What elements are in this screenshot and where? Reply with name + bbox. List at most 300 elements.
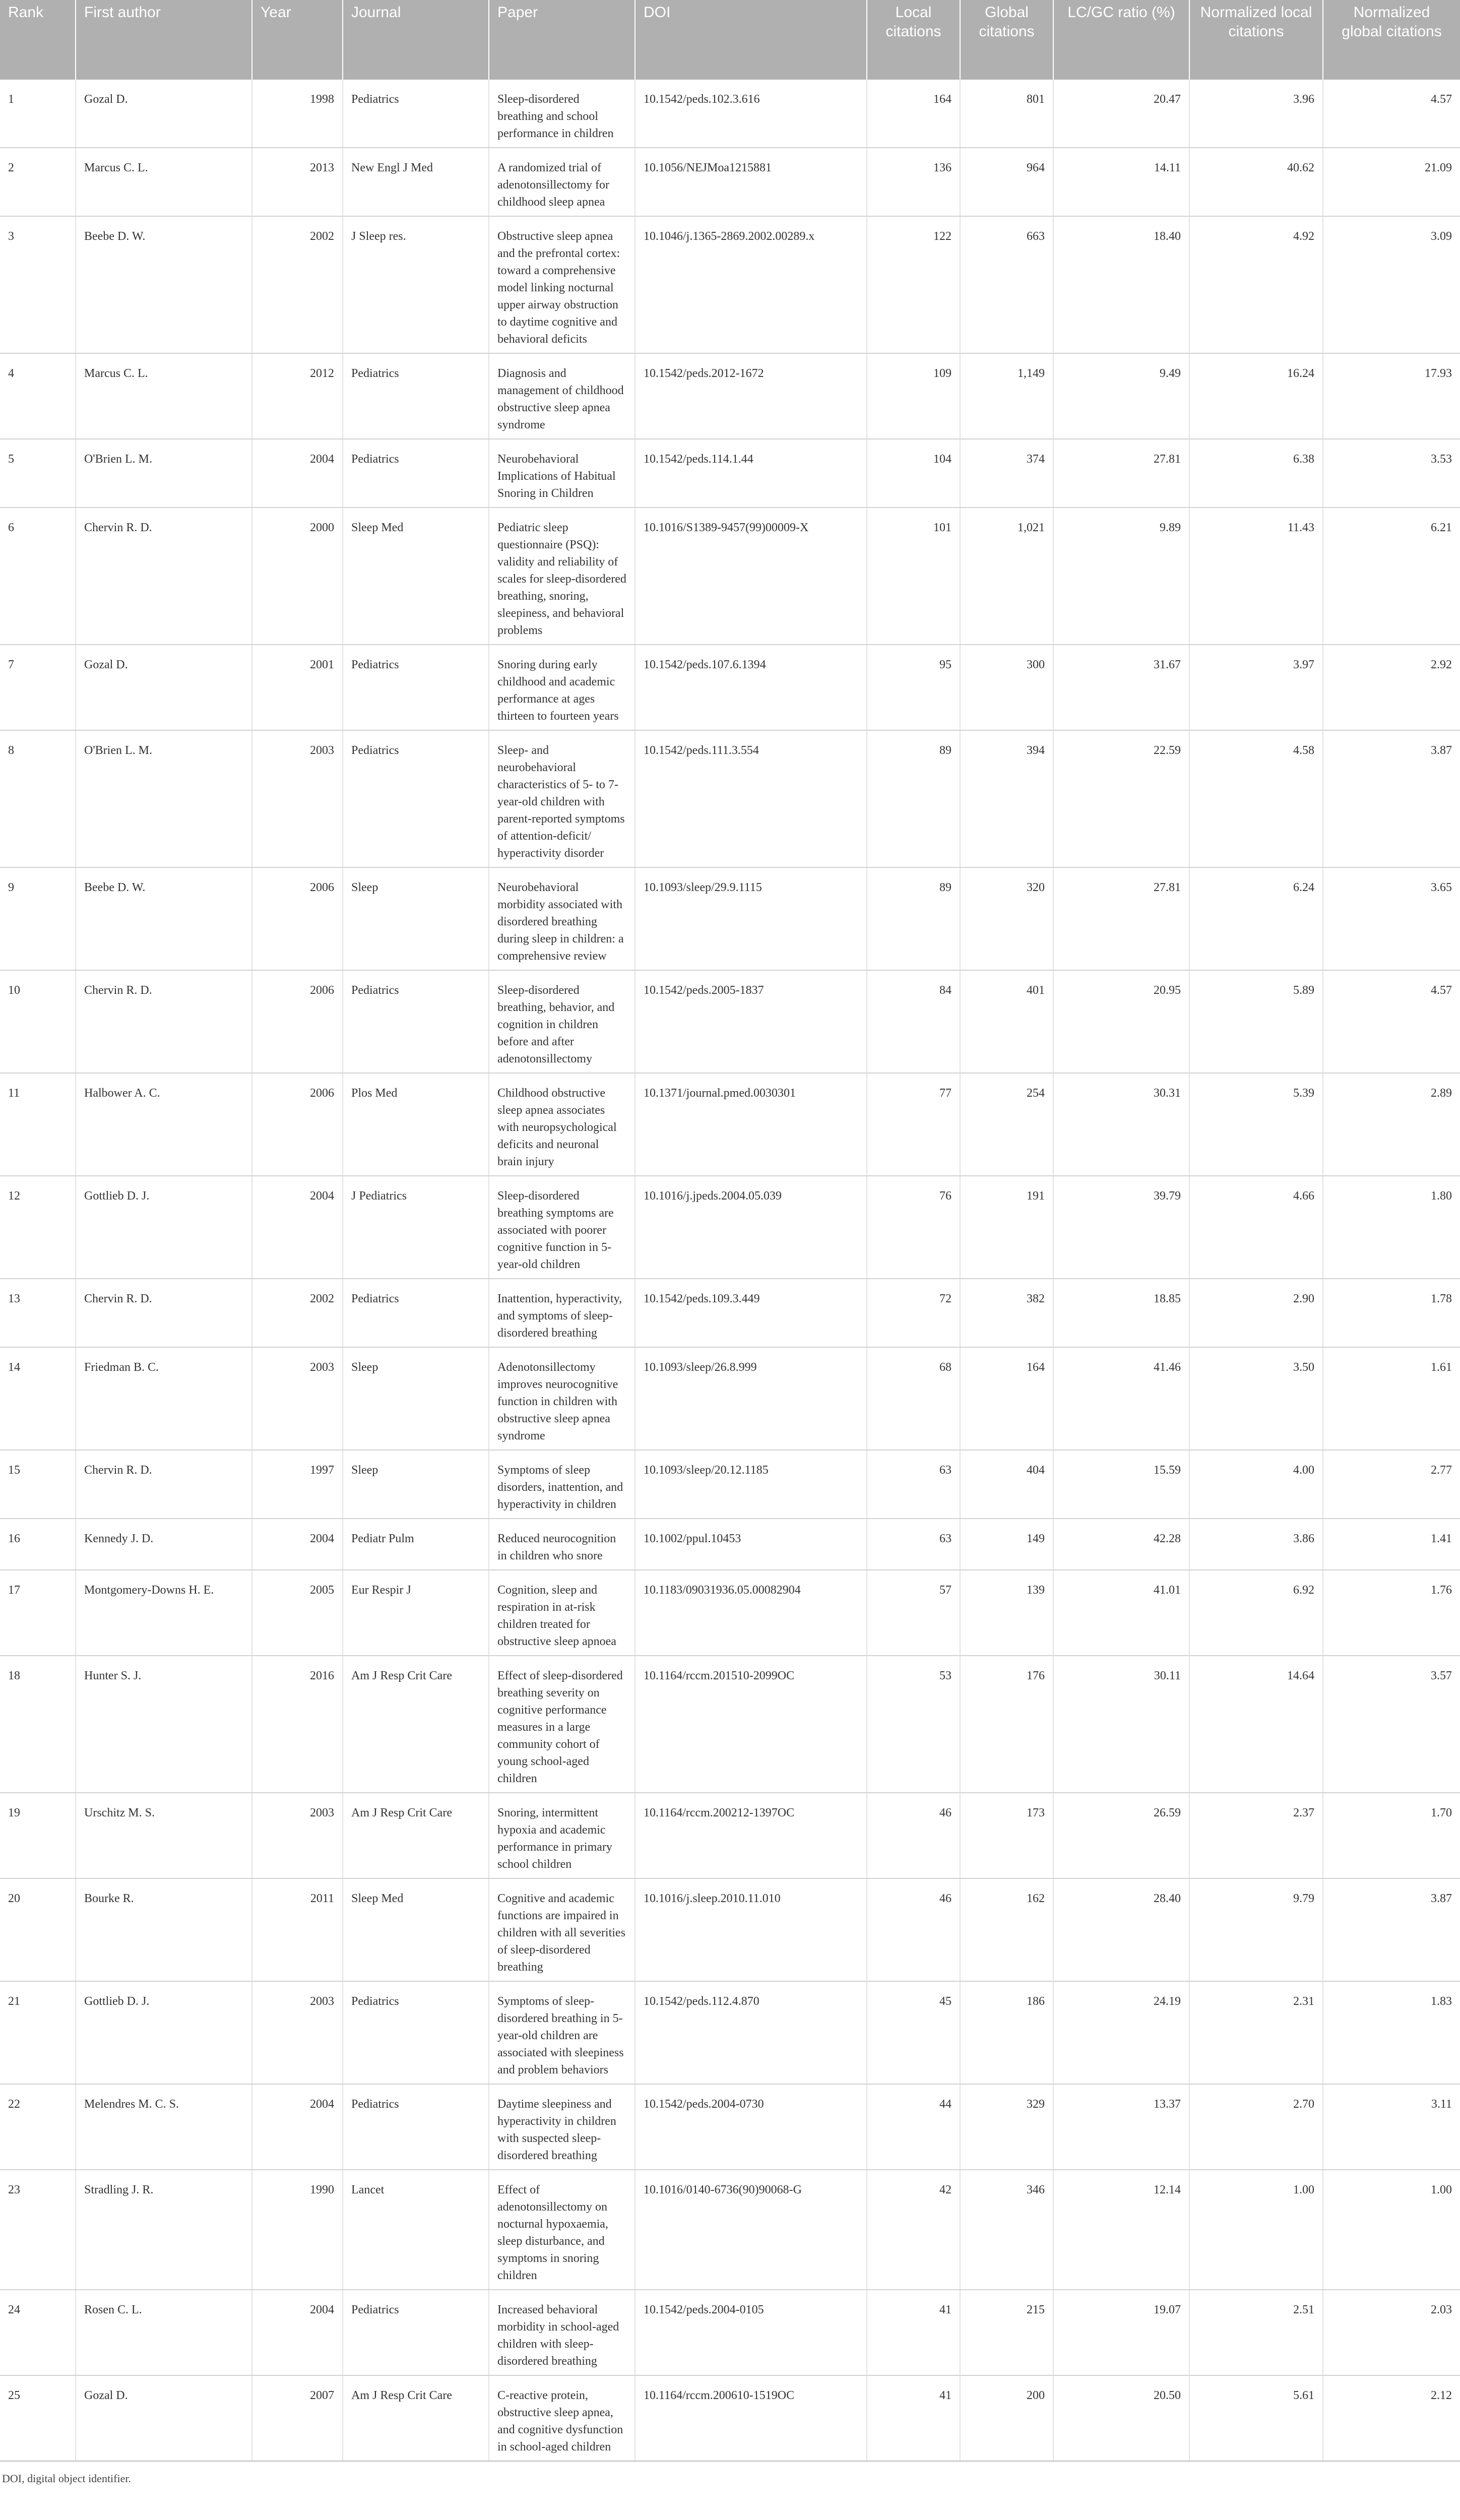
cell-local-citations: 44 [867,2084,960,2170]
header-doi: DOI [635,0,867,80]
cell-paper: Diagnosis and management of childhood obstructive sleep apnea syndrome [489,353,635,439]
cell-rank: 21 [0,1981,76,2084]
cell-journal: Pediatrics [343,439,489,508]
cell-doi: 10.1164/rccm.201510-2099OC [635,1656,867,1793]
table-row [0,1347,1460,1450]
cell-paper: Inattention, hyperactivity, and symptoms of sleep-disordered breathing [489,1279,635,1347]
cell-local-citations: 164 [867,80,960,148]
cell-global-citations: 149 [960,1519,1053,1570]
cell-lc-gc-ratio: 39.79 [1053,1176,1189,1279]
cell-paper: Sleep- and neurobehavioral characteristics of 5- to 7-year-old children with parent-reported symptoms of attention-deficit/ hyperactivity disorder [489,730,635,867]
cell-doi: 10.1542/peds.114.1.44 [635,439,867,508]
cell-lc-gc-ratio: 41.01 [1053,1570,1189,1656]
cell-journal: Am J Resp Crit Care [343,1793,489,1878]
cell-global-citations: 401 [960,970,1053,1073]
table-header [0,0,1460,80]
cell-local-citations: 76 [867,1176,960,1279]
cell-rank: 10 [0,970,76,1073]
cell-global-citations: 801 [960,80,1053,148]
cell-first-author: Marcus C. L. [76,148,252,216]
cell-rank: 22 [0,2084,76,2170]
cell-normalized-global-citations: 1.70 [1323,1793,1460,1878]
header-row [0,0,1460,80]
cell-local-citations: 41 [867,2375,960,2461]
cell-first-author: Hunter S. J. [76,1656,252,1793]
cell-first-author: Gozal D. [76,2375,252,2461]
cell-rank: 8 [0,730,76,867]
cell-global-citations: 1,021 [960,508,1053,645]
cell-first-author: Friedman B. C. [76,1347,252,1450]
cell-normalized-global-citations: 2.12 [1323,2375,1460,2461]
cell-paper: Neurobehavioral morbidity associated with disordered breathing during sleep in children: a comprehensive review [489,867,635,970]
cell-local-citations: 42 [867,2170,960,2290]
table-footnote: DOI, digital object identifier. [2,2472,131,2485]
cell-global-citations: 663 [960,216,1053,353]
cell-journal: Pediatrics [343,2084,489,2170]
cell-global-citations: 254 [960,1073,1053,1176]
cell-year: 2013 [252,148,343,216]
cell-lc-gc-ratio: 12.14 [1053,2170,1189,2290]
cell-normalized-global-citations: 21.09 [1323,148,1460,216]
cell-global-citations: 300 [960,645,1053,730]
cell-rank: 15 [0,1450,76,1519]
cell-normalized-global-citations: 1.80 [1323,1176,1460,1279]
cell-paper: Sleep-disordered breathing symptoms are associated with poorer cognitive function in 5-year-old children [489,1176,635,1279]
cell-local-citations: 72 [867,1279,960,1347]
cell-rank: 19 [0,1793,76,1878]
cell-doi: 10.1093/sleep/29.9.1115 [635,867,867,970]
table-row [0,148,1460,216]
cell-journal: J Sleep res. [343,216,489,353]
cell-normalized-local-citations: 11.43 [1189,508,1323,645]
header-paper: Paper [489,0,635,80]
cell-local-citations: 41 [867,2290,960,2375]
cell-normalized-local-citations: 14.64 [1189,1656,1323,1793]
cell-doi: 10.1542/peds.2004-0730 [635,2084,867,2170]
cell-paper: Symptoms of sleep-disordered breathing in 5-year-old children are associated with sleepiness and problem behaviors [489,1981,635,2084]
cell-local-citations: 53 [867,1656,960,1793]
cell-doi: 10.1093/sleep/20.12.1185 [635,1450,867,1519]
cell-doi: 10.1016/j.sleep.2010.11.010 [635,1878,867,1981]
cell-journal: Pediatrics [343,970,489,1073]
cell-global-citations: 382 [960,1279,1053,1347]
cell-normalized-local-citations: 3.96 [1189,80,1323,148]
cell-first-author: Halbower A. C. [76,1073,252,1176]
cell-rank: 6 [0,508,76,645]
cell-paper: C-reactive protein, obstructive sleep apnea, and cognitive dysfunction in school-aged children [489,2375,635,2461]
cell-normalized-global-citations: 3.57 [1323,1656,1460,1793]
cell-normalized-local-citations: 6.38 [1189,439,1323,508]
cell-doi: 10.1056/NEJMoa1215881 [635,148,867,216]
cell-first-author: Beebe D. W. [76,867,252,970]
cell-normalized-local-citations: 16.24 [1189,353,1323,439]
cell-journal: Pediatrics [343,1981,489,2084]
cell-normalized-global-citations: 2.77 [1323,1450,1460,1519]
cell-year: 2004 [252,439,343,508]
cell-journal: Am J Resp Crit Care [343,1656,489,1793]
table-row [0,1519,1460,1570]
header-journal: Journal [343,0,489,80]
cell-normalized-global-citations: 1.00 [1323,2170,1460,2290]
cell-first-author: O'Brien L. M. [76,439,252,508]
cell-normalized-global-citations: 1.76 [1323,1570,1460,1656]
cell-doi: 10.1542/peds.107.6.1394 [635,645,867,730]
cell-lc-gc-ratio: 24.19 [1053,1981,1189,2084]
cell-normalized-global-citations: 1.41 [1323,1519,1460,1570]
table-row [0,1793,1460,1878]
cell-normalized-local-citations: 4.92 [1189,216,1323,353]
header-normalized-local-citations: Normalized local citations [1189,0,1323,80]
header-global-citations: Global citations [960,0,1053,80]
cell-journal: Pediatrics [343,80,489,148]
cell-normalized-global-citations: 3.09 [1323,216,1460,353]
cell-rank: 5 [0,439,76,508]
table-row [0,1176,1460,1279]
cell-global-citations: 176 [960,1656,1053,1793]
cell-global-citations: 329 [960,2084,1053,2170]
cell-journal: Pediatr Pulm [343,1519,489,1570]
cell-rank: 11 [0,1073,76,1176]
cell-lc-gc-ratio: 14.11 [1053,148,1189,216]
cell-rank: 4 [0,353,76,439]
cell-year: 2006 [252,1073,343,1176]
table-row [0,1570,1460,1656]
cell-doi: 10.1016/j.jpeds.2004.05.039 [635,1176,867,1279]
cell-year: 1998 [252,80,343,148]
cell-paper: Effect of adenotonsillectomy on nocturnal hypoxaemia, sleep disturbance, and symptoms in snoring children [489,2170,635,2290]
cell-doi: 10.1542/peds.2005-1837 [635,970,867,1073]
cell-rank: 23 [0,2170,76,2290]
cell-year: 2005 [252,1570,343,1656]
cell-normalized-local-citations: 2.70 [1189,2084,1323,2170]
cell-first-author: Chervin R. D. [76,1450,252,1519]
table-row [0,2375,1460,2461]
cell-global-citations: 320 [960,867,1053,970]
cell-journal: Sleep [343,1347,489,1450]
cell-paper: Cognitive and academic functions are impaired in children with all severities of sleep-disordered breathing [489,1878,635,1981]
cell-lc-gc-ratio: 20.95 [1053,970,1189,1073]
cell-journal: Lancet [343,2170,489,2290]
cell-lc-gc-ratio: 42.28 [1053,1519,1189,1570]
cell-first-author: Gottlieb D. J. [76,1981,252,2084]
cell-normalized-local-citations: 4.58 [1189,730,1323,867]
cell-normalized-local-citations: 5.39 [1189,1073,1323,1176]
cell-first-author: O'Brien L. M. [76,730,252,867]
cell-first-author: Gozal D. [76,645,252,730]
cell-paper: Effect of sleep-disordered breathing severity on cognitive performance measures in a large community cohort of young school-aged children [489,1656,635,1793]
cell-doi: 10.1002/ppul.10453 [635,1519,867,1570]
cell-normalized-global-citations: 2.89 [1323,1073,1460,1176]
cell-global-citations: 186 [960,1981,1053,2084]
cell-paper: Reduced neurocognition in children who snore [489,1519,635,1570]
header-first-author: First author [76,0,252,80]
table-row [0,1981,1460,2084]
cell-lc-gc-ratio: 20.50 [1053,2375,1189,2461]
table-row [0,1073,1460,1176]
cell-year: 2011 [252,1878,343,1981]
cell-journal: Sleep Med [343,1878,489,1981]
cell-rank: 12 [0,1176,76,1279]
cell-rank: 16 [0,1519,76,1570]
cell-paper: Daytime sleepiness and hyperactivity in children with suspected sleep-disordered breathing [489,2084,635,2170]
cell-paper: A randomized trial of adenotonsillectomy for childhood sleep apnea [489,148,635,216]
table-row [0,353,1460,439]
cell-normalized-local-citations: 5.61 [1189,2375,1323,2461]
cell-paper: Neurobehavioral Implications of Habitual Snoring in Children [489,439,635,508]
cell-first-author: Chervin R. D. [76,1279,252,1347]
cell-normalized-local-citations: 2.37 [1189,1793,1323,1878]
cell-normalized-local-citations: 6.24 [1189,867,1323,970]
cell-year: 2016 [252,1656,343,1793]
cell-rank: 24 [0,2290,76,2375]
cell-local-citations: 57 [867,1570,960,1656]
cell-doi: 10.1542/peds.111.3.554 [635,730,867,867]
cell-normalized-local-citations: 40.62 [1189,148,1323,216]
cell-doi: 10.1016/0140-6736(90)90068-G [635,2170,867,2290]
cell-rank: 25 [0,2375,76,2461]
cell-doi: 10.1542/peds.109.3.449 [635,1279,867,1347]
cell-local-citations: 109 [867,353,960,439]
cell-first-author: Urschitz M. S. [76,1793,252,1878]
cell-journal: Pediatrics [343,353,489,439]
cell-global-citations: 164 [960,1347,1053,1450]
cell-local-citations: 122 [867,216,960,353]
cell-global-citations: 200 [960,2375,1053,2461]
cell-doi: 10.1183/09031936.05.00082904 [635,1570,867,1656]
cell-rank: 9 [0,867,76,970]
cell-journal: Pediatrics [343,1279,489,1347]
cell-lc-gc-ratio: 26.59 [1053,1793,1189,1878]
cell-year: 2003 [252,1347,343,1450]
cell-first-author: Beebe D. W. [76,216,252,353]
cell-normalized-global-citations: 1.83 [1323,1981,1460,2084]
cell-paper: Cognition, sleep and respiration in at-risk children treated for obstructive sleep apnoea [489,1570,635,1656]
cell-normalized-local-citations: 4.00 [1189,1450,1323,1519]
cell-global-citations: 173 [960,1793,1053,1878]
cell-year: 2004 [252,2290,343,2375]
table-row [0,2084,1460,2170]
cell-journal: J Pediatrics [343,1176,489,1279]
cell-normalized-global-citations: 3.87 [1323,730,1460,867]
cell-normalized-global-citations: 2.03 [1323,2290,1460,2375]
cell-journal: New Engl J Med [343,148,489,216]
cell-year: 2003 [252,1793,343,1878]
cell-lc-gc-ratio: 15.59 [1053,1450,1189,1519]
cell-lc-gc-ratio: 27.81 [1053,439,1189,508]
cell-year: 2002 [252,216,343,353]
cell-first-author: Bourke R. [76,1878,252,1981]
table-row [0,1878,1460,1981]
cell-local-citations: 63 [867,1519,960,1570]
cell-normalized-global-citations: 2.92 [1323,645,1460,730]
cell-normalized-local-citations: 5.89 [1189,970,1323,1073]
cell-normalized-local-citations: 2.51 [1189,2290,1323,2375]
cell-local-citations: 45 [867,1981,960,2084]
cell-year: 2012 [252,353,343,439]
cell-rank: 18 [0,1656,76,1793]
cell-paper: Sleep-disordered breathing and school performance in children [489,80,635,148]
cell-normalized-local-citations: 6.92 [1189,1570,1323,1656]
table-row [0,1279,1460,1347]
cell-normalized-global-citations: 1.61 [1323,1347,1460,1450]
cell-journal: Sleep [343,1450,489,1519]
cell-local-citations: 89 [867,867,960,970]
cell-paper: Pediatric sleep questionnaire (PSQ): validity and reliability of scales for sleep-disordered breathing, snoring, sleepiness, and behavioral problems [489,508,635,645]
cell-year: 1997 [252,1450,343,1519]
cell-normalized-local-citations: 4.66 [1189,1176,1323,1279]
cell-journal: Plos Med [343,1073,489,1176]
cell-local-citations: 46 [867,1793,960,1878]
cell-first-author: Rosen C. L. [76,2290,252,2375]
cell-doi: 10.1371/journal.pmed.0030301 [635,1073,867,1176]
cell-journal: Pediatrics [343,645,489,730]
cell-lc-gc-ratio: 20.47 [1053,80,1189,148]
cell-year: 2006 [252,970,343,1073]
header-rank: Rank [0,0,76,80]
cell-local-citations: 84 [867,970,960,1073]
cell-lc-gc-ratio: 30.31 [1053,1073,1189,1176]
cell-paper: Adenotonsillectomy improves neurocognitive function in children with obstructive sleep apnea syndrome [489,1347,635,1450]
header-local-citations: Local citations [867,0,960,80]
cell-first-author: Gozal D. [76,80,252,148]
cell-rank: 17 [0,1570,76,1656]
cell-global-citations: 394 [960,730,1053,867]
cell-local-citations: 104 [867,439,960,508]
cell-global-citations: 964 [960,148,1053,216]
cell-normalized-global-citations: 4.57 [1323,80,1460,148]
cell-first-author: Gottlieb D. J. [76,1176,252,1279]
cell-normalized-global-citations: 6.21 [1323,508,1460,645]
cell-journal: Sleep Med [343,508,489,645]
cell-normalized-global-citations: 3.87 [1323,1878,1460,1981]
cell-lc-gc-ratio: 13.37 [1053,2084,1189,2170]
cell-local-citations: 46 [867,1878,960,1981]
cell-local-citations: 136 [867,148,960,216]
cell-local-citations: 77 [867,1073,960,1176]
cell-normalized-local-citations: 9.79 [1189,1878,1323,1981]
cell-paper: Childhood obstructive sleep apnea associates with neuropsychological deficits and neuronal brain injury [489,1073,635,1176]
cell-lc-gc-ratio: 18.85 [1053,1279,1189,1347]
header-lc-gc-ratio: LC/GC ratio (%) [1053,0,1189,80]
cell-doi: 10.1164/rccm.200212-1397OC [635,1793,867,1878]
cell-local-citations: 101 [867,508,960,645]
cell-year: 2002 [252,1279,343,1347]
cell-year: 2004 [252,1176,343,1279]
cell-local-citations: 89 [867,730,960,867]
cell-global-citations: 404 [960,1450,1053,1519]
table-row [0,645,1460,730]
cell-lc-gc-ratio: 22.59 [1053,730,1189,867]
cell-rank: 2 [0,148,76,216]
cell-year: 2004 [252,2084,343,2170]
cell-year: 2004 [252,1519,343,1570]
header-year: Year [252,0,343,80]
cell-rank: 7 [0,645,76,730]
cell-doi: 10.1046/j.1365-2869.2002.00289.x [635,216,867,353]
cell-normalized-local-citations: 3.97 [1189,645,1323,730]
cell-global-citations: 191 [960,1176,1053,1279]
cell-normalized-global-citations: 3.53 [1323,439,1460,508]
cell-rank: 13 [0,1279,76,1347]
table-row [0,508,1460,645]
cell-paper: Symptoms of sleep disorders, inattention, and hyperactivity in children [489,1450,635,1519]
cell-normalized-global-citations: 3.11 [1323,2084,1460,2170]
cell-first-author: Stradling J. R. [76,2170,252,2290]
cell-normalized-local-citations: 3.86 [1189,1519,1323,1570]
cell-lc-gc-ratio: 31.67 [1053,645,1189,730]
cell-journal: Pediatrics [343,2290,489,2375]
table-row [0,867,1460,970]
cell-first-author: Chervin R. D. [76,970,252,1073]
table-row [0,1450,1460,1519]
header-normalized-global-citations: Normalized global citations [1323,0,1460,80]
table-row [0,970,1460,1073]
cell-lc-gc-ratio: 41.46 [1053,1347,1189,1450]
cell-paper: Obstructive sleep apnea and the prefrontal cortex: toward a comprehensive model linking nocturnal upper airway obstruction to daytime cognitive and behavioral deficits [489,216,635,353]
table-row [0,730,1460,867]
cell-normalized-local-citations: 1.00 [1189,2170,1323,2290]
table-row [0,2170,1460,2290]
table-row [0,1656,1460,1793]
cell-normalized-global-citations: 17.93 [1323,353,1460,439]
cell-lc-gc-ratio: 27.81 [1053,867,1189,970]
cell-normalized-local-citations: 2.90 [1189,1279,1323,1347]
cell-paper: Increased behavioral morbidity in school-aged children with sleep-disordered breathing [489,2290,635,2375]
cell-local-citations: 63 [867,1450,960,1519]
cell-rank: 1 [0,80,76,148]
table-row [0,80,1460,148]
cell-first-author: Chervin R. D. [76,508,252,645]
cell-doi: 10.1542/peds.102.3.616 [635,80,867,148]
cell-global-citations: 1,149 [960,353,1053,439]
cell-rank: 20 [0,1878,76,1981]
cell-rank: 14 [0,1347,76,1450]
cell-year: 2003 [252,730,343,867]
cell-first-author: Montgomery-Downs H. E. [76,1570,252,1656]
cell-global-citations: 346 [960,2170,1053,2290]
cell-normalized-local-citations: 2.31 [1189,1981,1323,2084]
cell-first-author: Marcus C. L. [76,353,252,439]
cell-normalized-global-citations: 3.65 [1323,867,1460,970]
cell-normalized-global-citations: 1.78 [1323,1279,1460,1347]
cell-paper: Snoring, intermittent hypoxia and academic performance in primary school children [489,1793,635,1878]
cell-journal: Sleep [343,867,489,970]
cell-normalized-local-citations: 3.50 [1189,1347,1323,1450]
table-row [0,216,1460,353]
cell-normalized-global-citations: 4.57 [1323,970,1460,1073]
cell-lc-gc-ratio: 9.89 [1053,508,1189,645]
cell-local-citations: 68 [867,1347,960,1450]
cell-doi: 10.1164/rccm.200610-1519OC [635,2375,867,2461]
table-row [0,439,1460,508]
cell-year: 2006 [252,867,343,970]
cell-year: 2007 [252,2375,343,2461]
cell-rank: 3 [0,216,76,353]
cell-lc-gc-ratio: 9.49 [1053,353,1189,439]
cell-year: 2001 [252,645,343,730]
cell-first-author: Melendres M. C. S. [76,2084,252,2170]
cell-lc-gc-ratio: 19.07 [1053,2290,1189,2375]
cell-lc-gc-ratio: 30.11 [1053,1656,1189,1793]
cell-journal: Am J Resp Crit Care [343,2375,489,2461]
table-body [0,80,1460,2461]
cell-lc-gc-ratio: 28.40 [1053,1878,1189,1981]
cell-local-citations: 95 [867,645,960,730]
cell-doi: 10.1093/sleep/26.8.999 [635,1347,867,1450]
cell-lc-gc-ratio: 18.40 [1053,216,1189,353]
cell-doi: 10.1542/peds.2012-1672 [635,353,867,439]
cell-year: 2003 [252,1981,343,2084]
